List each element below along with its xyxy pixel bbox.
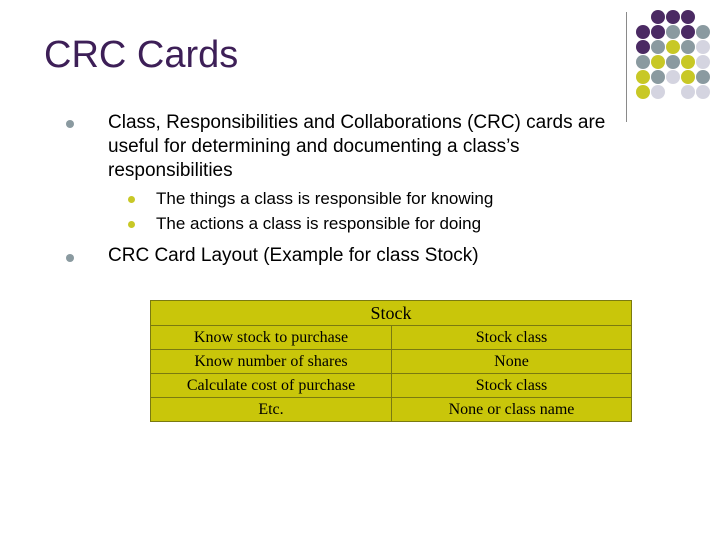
decorative-dot-grid	[636, 10, 720, 120]
crc-class-name: Stock	[151, 301, 632, 326]
collaboration-cell: Stock class	[392, 374, 632, 398]
bullet-2-line-1: CRC Card Layout (Example for class Stock)	[108, 245, 479, 266]
decorative-dot	[636, 85, 650, 99]
decorative-dot	[666, 10, 680, 24]
table-row	[151, 326, 632, 350]
responsibility-cell: Calculate cost of purchase	[151, 374, 392, 398]
decorative-dot	[666, 55, 680, 69]
bullet-1-line-1: Class, Responsibilities and Collaborations (CRC) cards are	[108, 112, 606, 133]
collaboration-cell: Stock class	[392, 326, 632, 350]
responsibility-cell: Etc.	[151, 398, 392, 422]
decorative-dot	[696, 70, 710, 84]
decorative-divider	[626, 12, 627, 122]
bullet-icon	[66, 120, 74, 128]
decorative-dot	[636, 70, 650, 84]
decorative-dot	[681, 70, 695, 84]
decorative-dot	[651, 40, 665, 54]
decorative-dot	[636, 55, 650, 69]
collaboration-cell: None	[392, 350, 632, 374]
sub-bullet-2: The actions a class is responsible for doing	[156, 214, 482, 233]
decorative-dot	[681, 10, 695, 24]
decorative-dot	[651, 25, 665, 39]
crc-card-table	[150, 300, 632, 422]
decorative-dot	[696, 25, 710, 39]
responsibility-cell: Know number of shares	[151, 350, 392, 374]
decorative-dot	[666, 40, 680, 54]
decorative-dot	[696, 55, 710, 69]
decorative-dot	[651, 10, 665, 24]
table-row	[151, 398, 632, 422]
decorative-dot	[696, 85, 710, 99]
crc-header-row	[151, 301, 632, 326]
decorative-dot	[681, 40, 695, 54]
bullet-1-line-3: responsibilities	[108, 160, 233, 181]
decorative-dot	[681, 25, 695, 39]
decorative-dot	[651, 85, 665, 99]
decorative-dot	[651, 55, 665, 69]
sub-bullet-1: The things a class is responsible for knowing	[156, 189, 494, 208]
bullet-icon	[66, 254, 74, 262]
bullet-1-line-2: useful for determining and documenting a class’s	[108, 136, 520, 157]
decorative-dot	[681, 85, 695, 99]
decorative-dot	[666, 25, 680, 39]
table-row	[151, 374, 632, 398]
decorative-dot	[681, 55, 695, 69]
slide-title: CRC Cards	[44, 34, 239, 76]
decorative-dot	[636, 40, 650, 54]
decorative-dot	[666, 70, 680, 84]
table-row	[151, 350, 632, 374]
decorative-dot	[651, 70, 665, 84]
decorative-dot	[696, 40, 710, 54]
decorative-dot	[636, 25, 650, 39]
sub-bullet-icon	[128, 221, 135, 228]
responsibility-cell: Know stock to purchase	[151, 326, 392, 350]
sub-bullet-icon	[128, 196, 135, 203]
collaboration-cell: None or class name	[392, 398, 632, 422]
